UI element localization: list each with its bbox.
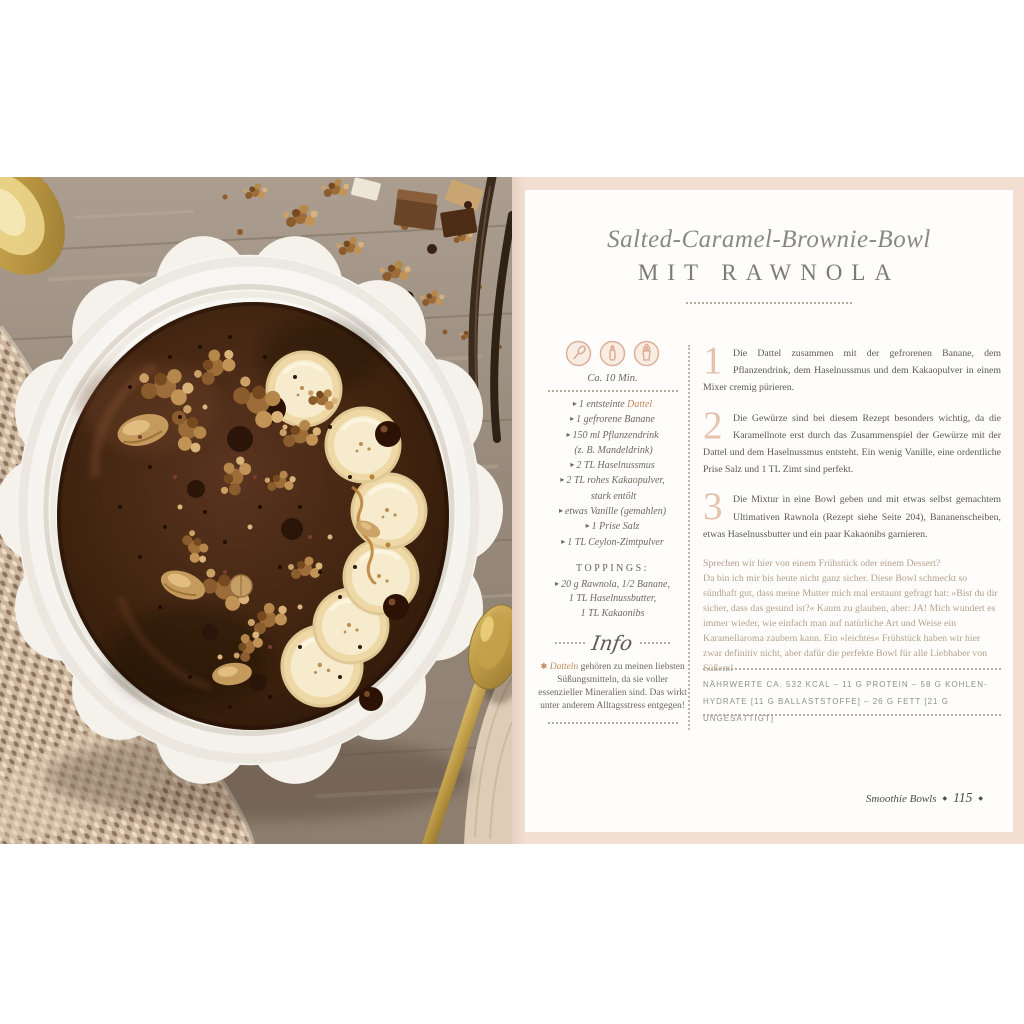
info-asterisk-icon: ✱ [540,662,548,673]
prep-time: Ca. 10 Min. [587,373,638,384]
ingredients-list [535,397,690,550]
diamond-icon: ◆ [942,795,948,802]
toppings-heading: TOPPINGS: [576,562,649,574]
title-divider [686,302,852,304]
topping-line: 1 TL Haselnussbutter, [568,593,657,605]
recipe-icons [535,340,690,367]
smoothie-bowl-photo [0,177,512,844]
ingredient-line: ▸ 1 Prise Salz [585,521,640,533]
info-text: ✱ Datteln gehören zu meinen liebsten Süßungsmitteln, da sie voller essenzieller Mineralien sind. Das wirkt unter anderem Alltagsstress entgegen! [538,662,687,712]
info-divider-left [555,642,585,644]
recipe-page [512,177,1024,844]
recipe-title: Salted-Caramel-Brownie-Bowl [607,226,931,253]
recipe-panel [525,190,1013,832]
page-number: 115 [953,790,973,805]
time-divider [548,390,678,392]
column-divider [688,345,690,730]
topping-line: 1 TL Kakaonibs [580,607,645,619]
ingredient-line: ▸ etwas Vanille (gemahlen) [558,506,667,518]
info-bottom-divider [548,722,678,724]
nutrition-top-divider [703,668,1001,670]
recipe-subtitle: MIT RAWNOLA [637,260,901,285]
ingredient-line: ▸ 1 entsteinte Dattel [572,399,653,410]
bottle-icon [599,340,626,367]
ingredients-column [535,340,690,724]
step-3: 3 Die Mixtur in eine Bowl geben und mit etwas selbst gemachtem Ultimativen Rawnola (Rezept siehe Seite 204), Bananenscheiben, etwas Haselnussbutter und ein paar Kakaonibs garnieren. [703,485,1001,540]
step-number: 3 [703,485,723,529]
nutrition-line: NÄHRWERTE CA. 532 KCAL – 11 G PROTEIN – 58 G KOHLEN- [703,680,988,689]
smoothie-glass-icon [633,340,660,367]
instructions-column [703,339,1001,676]
nutrition-bottom-divider [703,714,1001,716]
step-number: 1 [703,339,723,382]
ingredient-line: ▸ 1 TL Ceylon-Zimtpulver [561,536,664,548]
ingredient-line: ▸ 1 gefrorene Banane [570,414,655,426]
hazelnut [230,575,252,597]
topping-line: ▸ 20 g Rawnola, 1/2 Banane, [555,578,670,590]
step-2: 2 Die Gewürze sind bei diesem Rezept besonders wichtig, da die Karamellnote erst durch das Zusammenspiel der Gewürze mit der Dattel und dem Haselnussmus entsteht. Ein wenig Vanille, eine ordentliche Prise Salz und 1 TL Zimt sind perfekt. [703,403,1001,476]
ingredient-line: stark entölt [590,490,637,502]
ingredient-line: ▸ 2 TL rohes Kakaopulver, [560,475,665,487]
author-note: Sprechen wir hier von einem Frühstück oder einem Dessert? Da bin ich mir bis heute nicht ganz sicher. Diese Bowl schmeckt so sündhaft gut, dass meine Mutter mich mal erstaunt gefragt hat: »Bist du dir sicher, dass das gesund ist?« Kaum zu glauben, aber: JA! Mich wundert es immer wieder, wie einfach man auf natürliche Art und Weise ein Karamellaroma zaubern kann. Ein »leichtes« Frühstück haben wir hier zwar definitiv nicht, aber dafür die perfekte Bowl für alle Liebhaber von Süßem! [703,558,998,675]
nutrition-line: HYDRATE [11 G BALLASTSTOFFE] – 26 G FETT [21 G UNGESÄTTIGT] [703,697,949,723]
info-heading-label: Info [590,631,635,656]
nutrition-facts [703,676,1003,727]
ingredient-line: (z. B. Mandeldrink) [574,444,653,456]
section-label: Smoothie Bowls [865,793,937,805]
page-footer [866,790,983,806]
diamond-icon: ◆ [978,795,983,802]
step-number: 2 [703,403,723,447]
ingredient-line: ▸ 2 TL Haselnussmus [570,460,655,472]
step-1: 1 Die Dattel zusammen mit der gefrorenen Banane, dem Pflanzendrink, dem Haselnussmus und dem Kakaopulver in einem Mixer cremig pürieren. [703,339,1001,394]
info-divider-right [640,642,670,644]
blender-icon [565,340,592,367]
ingredient-line: ▸ 150 ml Pflanzendrink [566,429,659,441]
info-heading [535,631,690,655]
toppings-list [535,577,690,622]
